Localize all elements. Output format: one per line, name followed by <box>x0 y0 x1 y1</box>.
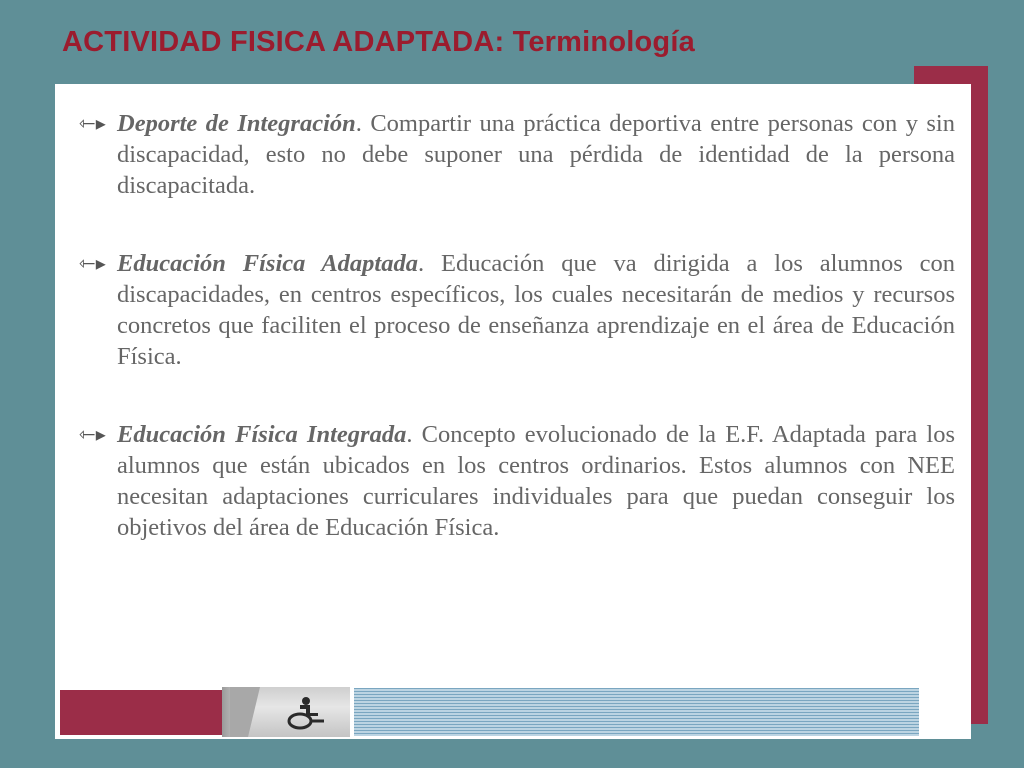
bullet-item <box>79 108 955 201</box>
wheelchair-athlete-icon <box>230 687 348 737</box>
bullet-arrow-icon: ⇽▸ <box>79 251 106 275</box>
content-panel <box>55 84 971 739</box>
footer-red-block <box>60 690 222 735</box>
bullet-term: Deporte de Integración <box>117 110 356 137</box>
bullet-item <box>79 419 956 543</box>
bullet-arrow-icon: ⇽▸ <box>79 422 106 446</box>
slide-title: ACTIVIDAD FISICA ADAPTADA: Terminología <box>62 26 695 58</box>
bullet-item <box>79 248 955 372</box>
footer-lines <box>354 688 919 736</box>
bullet-arrow-icon: ⇽▸ <box>79 111 106 135</box>
bullet-text: . Educación que va dirigida a los alumnos con discapacidades, en centros específicos, los cuales necesitarán de medios y recursos concretos que faciliten el proceso de enseñanza aprendizaje en el área de Educación Física. <box>117 250 955 370</box>
bullet-text: . Compartir una práctica deportiva entre personas con y sin discapacidad, esto no debe suponer una pérdida de identidad de la persona discapacitada. <box>117 110 955 199</box>
bullet-text: . Concepto evolucionado de la E.F. Adaptada para los alumnos que están ubicados en los centros ordinarios. Estos alumnos con NEE necesitan adaptaciones curriculares individuales para que puedan conseguir los objetivos del área de Educación Física. <box>117 421 956 541</box>
bullet-term: Educación Física Adaptada <box>117 250 418 277</box>
bullet-term: Educación Física Integrada <box>117 421 407 448</box>
bullet-list <box>79 108 956 543</box>
footer-photo <box>222 687 350 737</box>
